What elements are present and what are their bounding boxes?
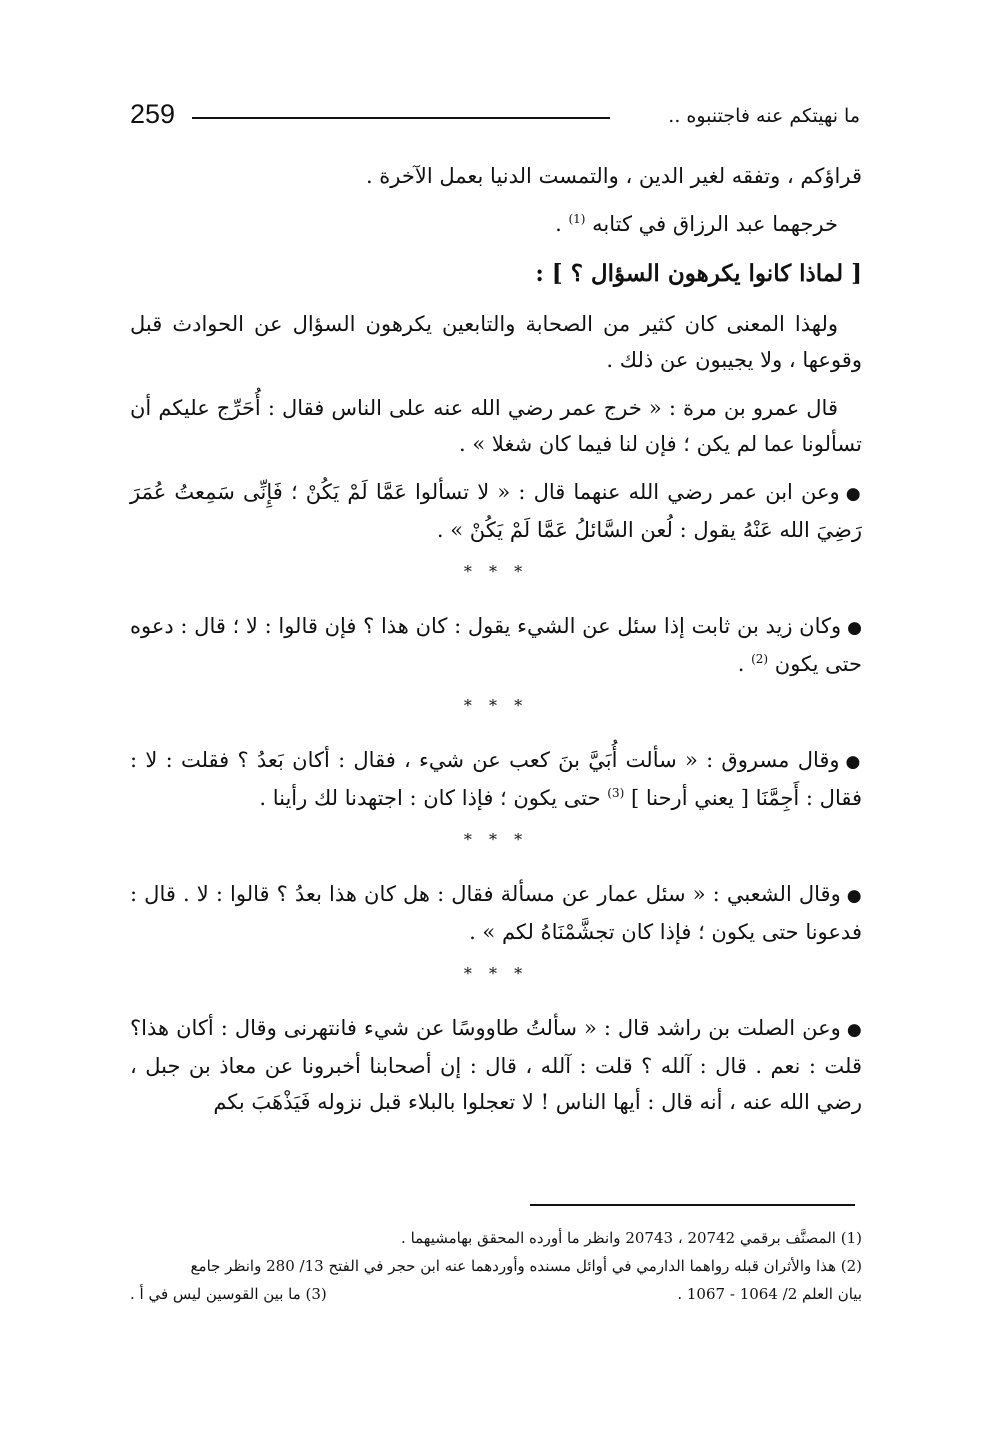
header-rule [192, 117, 610, 119]
separator-stars: * * * [463, 696, 529, 715]
paragraph [130, 608, 862, 682]
footnote-1: (1) المصنَّف برقمي 20742 ، 20743 وانظر ما أورده المحقق بهامشيهما . [401, 1229, 862, 1247]
page-header [130, 96, 860, 136]
text-line: وكان زيد بن ثابت إذا سئل عن الشيء يقول : كان هذا ؟ فإن قالوا : لا ؛ قال : دعوه حتى يكون [130, 614, 862, 676]
text-line: وعن الصلت بن راشد قال : « سألتُ طاووسًا عن شيء فانتهرنى وقال : أكان هذا؟ قلت : نعم . قال : آلله ؟ قلت : آلله ، قال : إن أصحابنا أخبرونا عن معاذ بن جبل ، رضي الله عنه ، أنه قال : أيها الناس ! لا تعجلوا بالبلاء قبل نزوله فَيَذْهَبَ بكم [130, 1016, 862, 1114]
section-heading: [ لماذا كانوا يكرهون السؤال ؟ ] : [535, 260, 862, 287]
text-line: . [737, 652, 752, 676]
body-text [130, 158, 862, 1132]
bullet-icon: ● [845, 752, 862, 772]
separator-stars: * * * [463, 830, 529, 849]
footnote-3: (3) ما بين القوسين ليس في أ . [130, 1285, 327, 1303]
footnote-2-continuation: بيان العلم 2/ 1064 - 1067 . [677, 1285, 862, 1303]
page-number: 259 [130, 99, 176, 129]
bullet-icon: ● [845, 484, 863, 504]
paragraph-citation [130, 206, 862, 242]
text-line: وقال مسروق : « سألت أُبَيَّ بنَ كعب عن شيء ، فقال : أكان بَعدُ ؟ فقلت : لا : فقال : أَجِمَّنَا [ يعني أرحنا ] [130, 748, 862, 810]
footnote-marker: (3) [607, 786, 625, 800]
footnote-marker: (1) [568, 212, 586, 226]
footnotes [130, 1224, 862, 1308]
paragraph [130, 1010, 862, 1120]
separator-stars: * * * [463, 964, 529, 983]
text-line: خرجهما عبد الرزاق في كتابه [592, 212, 838, 236]
separator-stars: * * * [463, 562, 529, 581]
footnote-row [130, 1280, 862, 1308]
text-line: حتى يكون ؛ فإذا كان : اجتهدنا لك رأينا . [259, 786, 608, 810]
text-line: . [555, 212, 569, 236]
paragraph: ولهذا المعنى كان كثير من الصحابة والتابعين يكرهون السؤال عن الحوادث قبل وقوعها ، ولا يجيبون عن ذلك . [130, 312, 862, 372]
text-line: وعن ابن عمر رضي الله عنهما قال : « لا تسألوا عَمَّا لَمْ يَكُنْ ؛ فَإِنِّى سَمِعتُ عُمَرَ رَضِيَ الله عَنْهُ يقول : لُعن السَّائلُ عَمَّا لَمْ يَكُنْ » . [130, 480, 862, 542]
text-line: وقال الشعبي : « سئل عمار عن مسألة فقال : هل كان هذا بعدُ ؟ قالوا : لا . قال : فدعونا حتى يكون ؛ فإذا كان تجشَّمْنَاهُ لكم » . [130, 882, 862, 944]
footnote-rule [530, 1204, 855, 1206]
bullet-icon: ● [847, 618, 862, 638]
footnote-2: (2) هذا والأثران قبله رواهما الدارمي في أوائل مسنده وأوردهما عنه ابن حجر في الفتح 13/ 280 وانظر جامع [190, 1257, 862, 1275]
paragraph [130, 876, 862, 950]
paragraph: قال عمرو بن مرة : « خرج عمر رضي الله عنه على الناس فقال : أُحَرِّج عليكم أن تسألونا عما لم يكن ؛ فإن لنا فيما كان شغلا » . [130, 396, 862, 456]
paragraph [130, 474, 862, 548]
running-title: ما نهيتكم عنه فاجتنبوه .. [668, 105, 860, 127]
bullet-icon: ● [846, 886, 862, 906]
footnote-marker: (2) [751, 652, 769, 666]
paragraph-continuation [130, 158, 862, 194]
bullet-icon: ● [846, 1020, 862, 1040]
paragraph [130, 742, 862, 816]
text-line: قراؤكم ، وتفقه لغير الدين ، والتمست الدنيا بعمل الآخرة . [365, 164, 862, 188]
